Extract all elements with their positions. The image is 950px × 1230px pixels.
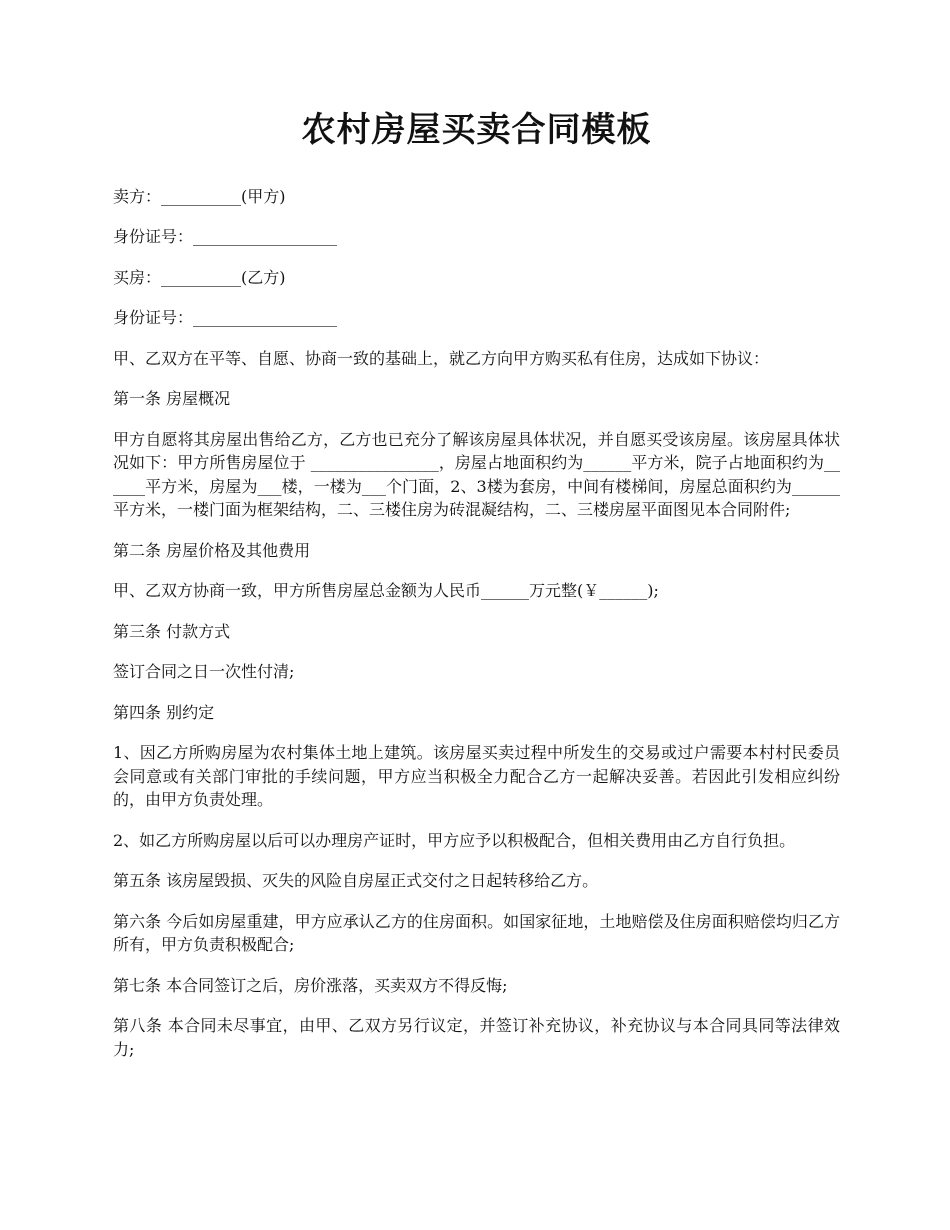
- buyer-line: 买房：__________(乙方): [113, 267, 286, 287]
- article-4-clause-1: 1、因乙方所购房屋为农村集体土地上建筑。该房屋买卖过程中所发生的交易或过户需要本村村民委员会同意或有关部门审批的手续问题，甲方应当积极全力配合乙方一起解决妥善。若因此引发相应纠纷的，由甲方负责处理。: [113, 743, 840, 810]
- buyer-id-line: 身份证号：__________________: [113, 308, 338, 328]
- article-2-heading: 第二条 房屋价格及其他费用: [113, 540, 311, 560]
- article-6: 第六条 今后如房屋重建，甲方应承认乙方的住房面积。如国家征地，土地赔偿及住房面积赔偿均归乙方所有，甲方负责积极配合;: [113, 911, 840, 955]
- article-8: 第八条 本合同未尽事宜，由甲、乙双方另行议定，并签订补充协议，补充协议与本合同具同等法律效力;: [113, 1016, 840, 1059]
- article-2-body: 甲、乙双方协商一致，甲方所售房屋总金额为人民币______万元整(￥______);: [113, 581, 659, 601]
- article-5: 第五条 该房屋毁损、灭失的风险自房屋正式交付之日起转移给乙方。: [113, 871, 599, 891]
- article-1-heading: 第一条 房屋概况: [113, 389, 231, 409]
- document-title: 农村房屋买卖合同模板: [301, 110, 652, 150]
- article-7: 第七条 本合同签订之后，房价涨落，买卖双方不得反悔;: [113, 975, 508, 995]
- seller-id-line: 身份证号：__________________: [113, 227, 338, 247]
- preamble-paragraph: 甲、乙双方在平等、自愿、协商一致的基础上，就乙方向甲方购买私有住房，达成如下协议：: [113, 348, 770, 368]
- seller-line: 卖方：__________(甲方): [113, 186, 286, 206]
- article-3-body: 签订合同之日一次性付清;: [113, 662, 295, 682]
- article-4-heading: 第四条 别约定: [113, 702, 215, 722]
- article-3-heading: 第三条 付款方式: [113, 621, 231, 641]
- document-page: [113, 110, 840, 1078]
- article-4-clause-2: 2、如乙方所购房屋以后可以办理房产证时，甲方应予以积极配合，但相关费用由乙方自行负担。: [113, 830, 796, 850]
- article-1-body: 甲方自愿将其房屋出售给乙方，乙方也已充分了解该房屋具体状况，并自愿买受该房屋。该房屋具体状况如下：甲方所售房屋位于 ________________，房屋占地面积约为______平方米，院子占地面积约为______平方米，房屋为___楼，一楼为___个门面，2、3楼为套房，中间有楼梯间，房屋总面积约为______平方米，一楼门面为框架结构，二、三楼住房为砖混凝结构，二、三楼房屋平面图见本合同附件;: [113, 429, 840, 520]
